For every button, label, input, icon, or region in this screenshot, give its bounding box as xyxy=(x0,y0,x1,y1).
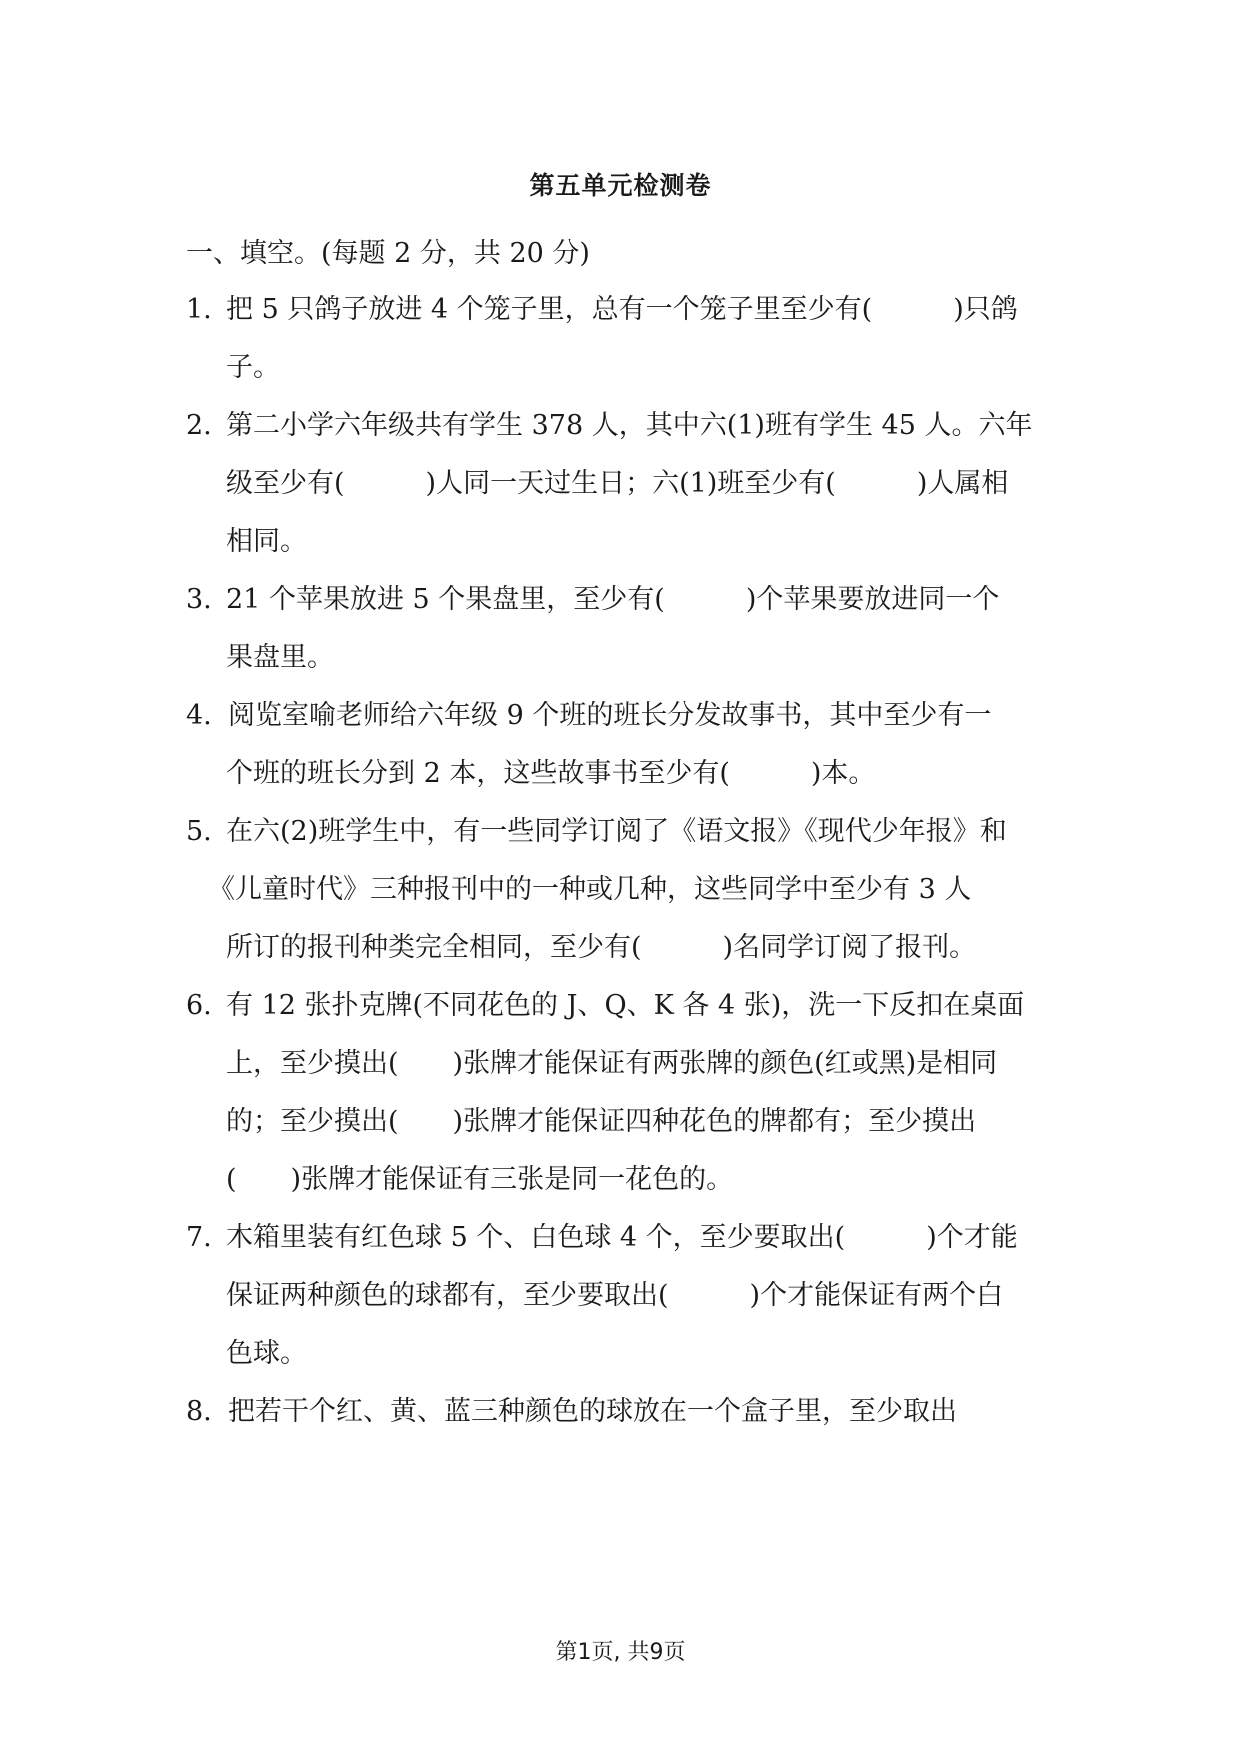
question-2-line-3: 相同。 xyxy=(226,526,307,557)
question-text: 第二小学六年级共有学生 378 人，其中六(1)班有学生 45 人。六年 xyxy=(226,410,1033,441)
question-1-line-1 xyxy=(186,292,1018,328)
question-3-line-2: 果盘里。 xyxy=(226,642,334,673)
question-number: 4. xyxy=(186,700,212,731)
question-6-line-2: 上，至少摸出( )张牌才能保证有两张牌的颜色(红或黑)是相同 xyxy=(226,1048,998,1079)
question-7-line-2: 保证两种颜色的球都有，至少要取出( )个才能保证有两个白 xyxy=(226,1280,1004,1311)
question-8-line-1 xyxy=(186,1394,957,1430)
question-number: 8. xyxy=(186,1396,212,1427)
question-number: 6. xyxy=(186,990,212,1021)
question-text: 阅览室喻老师给六年级 9 个班的班长分发故事书，其中至少有一 xyxy=(228,700,992,731)
page-footer: 第1页, 共9页 xyxy=(555,1640,686,1665)
question-text: 有 12 张扑克牌(不同花色的 J、Q、K 各 4 张)，洗一下反扣在桌面 xyxy=(226,990,1025,1021)
question-number: 7. xyxy=(186,1222,212,1253)
question-2-line-2: 级至少有( )人同一天过生日；六(1)班至少有( )人属相 xyxy=(226,468,1009,499)
question-3-line-1 xyxy=(186,582,999,618)
page-title: 第五单元检测卷 xyxy=(529,171,712,200)
question-text: 21 个苹果放进 5 个果盘里，至少有( )个苹果要放进同一个 xyxy=(226,584,1000,615)
question-text: 把 5 只鸽子放进 4 个笼子里，总有一个笼子里至少有( )只鸽 xyxy=(226,294,1018,325)
question-text: 木箱里装有红色球 5 个、白色球 4 个，至少要取出( )个才能 xyxy=(226,1222,1018,1253)
question-5-line-2: 《儿童时代》三种报刊中的一种或几种，这些同学中至少有 3 人 xyxy=(208,874,972,905)
question-2-line-1 xyxy=(186,408,1032,444)
question-text: 把若干个红、黄、蓝三种颜色的球放在一个盒子里，至少取出 xyxy=(228,1396,957,1427)
question-1-line-2: 子。 xyxy=(226,352,280,383)
question-number: 5. xyxy=(186,816,212,847)
question-4-line-2: 个班的班长分到 2 本，这些故事书至少有( )本。 xyxy=(226,758,876,789)
question-6-line-1 xyxy=(186,988,1024,1024)
question-7-line-3: 色球。 xyxy=(226,1338,307,1369)
question-6-line-3: 的；至少摸出( )张牌才能保证四种花色的牌都有；至少摸出 xyxy=(226,1106,977,1137)
question-number: 1. xyxy=(186,294,212,325)
question-number: 2. xyxy=(186,410,212,441)
question-6-line-4: ( )张牌才能保证有三张是同一花色的。 xyxy=(226,1164,734,1195)
question-4-line-1 xyxy=(186,698,991,734)
question-7-line-1 xyxy=(186,1220,1018,1256)
question-number: 3. xyxy=(186,584,212,615)
section-heading: 一、填空。(每题 2 分，共 20 分) xyxy=(186,238,590,269)
question-5-line-1 xyxy=(186,814,1007,850)
question-text: 在六(2)班学生中，有一些同学订阅了《语文报》《现代少年报》和 xyxy=(226,816,1007,847)
question-5-line-3: 所订的报刊种类完全相同，至少有( )名同学订阅了报刊。 xyxy=(226,932,977,963)
